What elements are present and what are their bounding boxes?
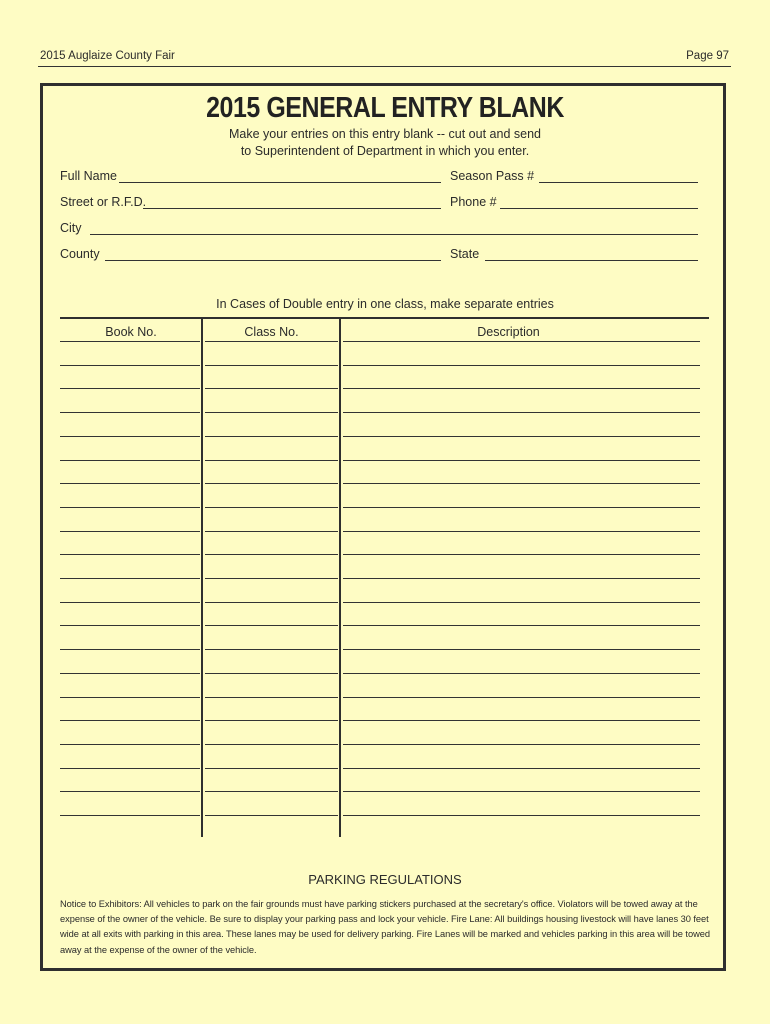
column-header-book-no: Book No. (105, 325, 157, 339)
class-no-cell[interactable] (205, 673, 338, 674)
description-cell[interactable] (343, 554, 700, 555)
book-no-cell[interactable] (60, 554, 200, 555)
parking-regulations-text: Notice to Exhibitors: All vehicles to park on the fair grounds must have parking stickers purchased at the secretary's office. Violators will be towed away at the expense of the owner of the vehicle. Be sure to display your parking pass and lock your vehicle. Fire Lane: All buildings housing livestock will have lanes 30 feet wide at all exits with parking in this area. These lanes may be used for delivery parking. Fire Lanes will be marked and vehicles parking in this area will be towed away at the expense of the owner of the vehicle. (60, 899, 710, 955)
book-no-cell[interactable] (60, 578, 200, 579)
description-cell[interactable] (343, 388, 700, 389)
description-cell[interactable] (343, 365, 700, 366)
description-cell[interactable] (343, 744, 700, 745)
book-no-cell[interactable] (60, 388, 200, 389)
book-no-cell[interactable] (60, 483, 200, 484)
book-no-cell[interactable] (60, 531, 200, 532)
entry-blank-frame (40, 83, 726, 971)
book-no-cell[interactable] (60, 625, 200, 626)
book-no-cell[interactable] (60, 365, 200, 366)
full-name-label: Full Name (60, 169, 117, 183)
class-no-cell[interactable] (205, 720, 338, 721)
class-no-cell[interactable] (205, 649, 338, 650)
county-field[interactable] (105, 260, 441, 261)
table-top-rule (60, 317, 709, 319)
column-header-class-no: Class No. (244, 325, 299, 339)
column-divider-1 (201, 319, 203, 837)
subtitle-line-2: to Superintendent of Department in which you enter. (240, 144, 530, 158)
description-cell[interactable] (343, 697, 700, 698)
book-no-cell[interactable] (60, 602, 200, 603)
season-pass-label: Season Pass # (450, 169, 535, 183)
page-number: Page 97 (686, 50, 729, 62)
class-no-cell[interactable] (205, 697, 338, 698)
book-no-cell[interactable] (60, 460, 200, 461)
form-subtitle (0, 126, 770, 160)
double-entry-note: In Cases of Double entry in one class, make separate entries (216, 297, 554, 311)
class-no-cell[interactable] (205, 602, 338, 603)
class-no-cell[interactable] (205, 578, 338, 579)
form-title: 2015 GENERAL ENTRY BLANK (206, 92, 564, 124)
description-cell[interactable] (343, 815, 700, 816)
book-no-cell[interactable] (60, 436, 200, 437)
book-no-cell[interactable] (60, 744, 200, 745)
book-no-cell[interactable] (60, 341, 200, 342)
full-name-field[interactable] (119, 182, 441, 183)
column-header-description: Description (477, 325, 540, 339)
book-no-cell[interactable] (60, 412, 200, 413)
class-no-cell[interactable] (205, 483, 338, 484)
class-no-cell[interactable] (205, 365, 338, 366)
city-field[interactable] (90, 234, 698, 235)
phone-label: Phone # (450, 195, 497, 209)
description-cell[interactable] (343, 507, 700, 508)
class-no-cell[interactable] (205, 388, 338, 389)
description-cell[interactable] (343, 341, 700, 342)
column-divider-2 (339, 319, 341, 837)
description-cell[interactable] (343, 791, 700, 792)
page-header (38, 48, 731, 67)
book-no-cell[interactable] (60, 673, 200, 674)
class-no-cell[interactable] (205, 625, 338, 626)
class-no-cell[interactable] (205, 791, 338, 792)
book-no-cell[interactable] (60, 815, 200, 816)
class-no-cell[interactable] (205, 436, 338, 437)
book-no-cell[interactable] (60, 507, 200, 508)
season-pass-field[interactable] (539, 182, 698, 183)
street-field[interactable] (143, 208, 441, 209)
state-label: State (450, 247, 480, 261)
description-cell[interactable] (343, 649, 700, 650)
description-cell[interactable] (343, 720, 700, 721)
city-label: City (60, 221, 82, 235)
class-no-cell[interactable] (205, 460, 338, 461)
class-no-cell[interactable] (205, 554, 338, 555)
class-no-cell[interactable] (205, 744, 338, 745)
description-cell[interactable] (343, 436, 700, 437)
description-cell[interactable] (343, 412, 700, 413)
description-cell[interactable] (343, 460, 700, 461)
state-field[interactable] (485, 260, 698, 261)
description-cell[interactable] (343, 625, 700, 626)
street-label: Street or R.F.D. (60, 195, 147, 209)
class-no-cell[interactable] (205, 341, 338, 342)
class-no-cell[interactable] (205, 412, 338, 413)
county-label: County (60, 247, 100, 261)
description-cell[interactable] (343, 673, 700, 674)
description-cell[interactable] (343, 578, 700, 579)
book-no-cell[interactable] (60, 649, 200, 650)
parking-title: PARKING REGULATIONS (308, 872, 462, 887)
subtitle-line-1: Make your entries on this entry blank -- cut out and send (229, 127, 541, 141)
book-no-cell[interactable] (60, 768, 200, 769)
description-cell[interactable] (343, 531, 700, 532)
description-cell[interactable] (343, 768, 700, 769)
description-cell[interactable] (343, 483, 700, 484)
publication-title: 2015 Auglaize County Fair (40, 50, 175, 62)
phone-field[interactable] (500, 208, 698, 209)
class-no-cell[interactable] (205, 815, 338, 816)
class-no-cell[interactable] (205, 531, 338, 532)
book-no-cell[interactable] (60, 720, 200, 721)
description-cell[interactable] (343, 602, 700, 603)
class-no-cell[interactable] (205, 507, 338, 508)
book-no-cell[interactable] (60, 697, 200, 698)
book-no-cell[interactable] (60, 791, 200, 792)
class-no-cell[interactable] (205, 768, 338, 769)
